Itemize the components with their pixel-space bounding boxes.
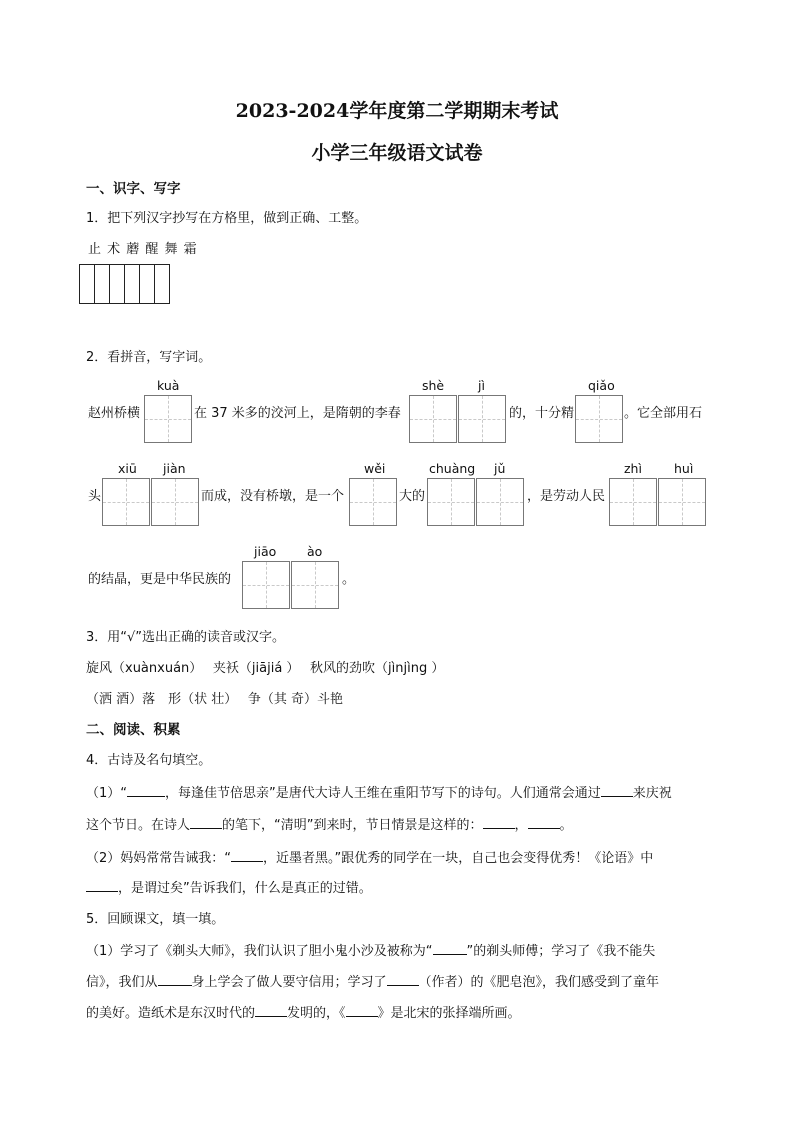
pinyin: huì	[674, 461, 694, 476]
q2-text: 头	[88, 489, 102, 504]
fill-blank[interactable]	[483, 816, 515, 829]
tianzi-box[interactable]	[144, 395, 192, 443]
tianzi-box[interactable]	[658, 478, 706, 526]
fill-blank[interactable]	[127, 784, 165, 797]
q1-chars: 止 术 蘑 醒 舞 霜	[88, 242, 198, 257]
q5-p1-line1: （1）学习了《剃头大师》，我们认识了胆小鬼小沙及被称为“ ”的剃头师傅；学习了《我不能失	[86, 944, 656, 959]
fill-blank[interactable]	[528, 816, 560, 829]
q2-stem: 2．看拼音，写字词。	[86, 350, 212, 365]
pinyin: jǔ	[494, 461, 506, 476]
section-heading-2: 二、阅读、积累	[86, 722, 181, 738]
pinyin: shè	[422, 378, 445, 393]
tianzi-box[interactable]	[575, 395, 623, 443]
tianzi-box[interactable]	[458, 395, 506, 443]
pinyin: zhì	[624, 461, 642, 476]
exam-subtitle: 小学三年级语文试卷	[311, 142, 483, 164]
fill-blank[interactable]	[433, 942, 467, 955]
tianzi-box[interactable]	[102, 478, 150, 526]
pinyin: ào	[307, 544, 323, 559]
q4-p1-line2: 这个节日。在诗人 的笔下，“清明”到来时，节日情景是这样的： ， 。	[86, 818, 573, 833]
tianzi-box[interactable]	[242, 561, 290, 609]
pinyin: jiàn	[163, 461, 186, 476]
q2-text: 。它全部用石	[624, 406, 703, 421]
q2-text: 大的	[399, 489, 426, 504]
tianzi-box[interactable]	[291, 561, 339, 609]
tianzi-box[interactable]	[427, 478, 475, 526]
q2-text: 的，十分精	[509, 406, 575, 421]
copy-cell[interactable]	[124, 264, 140, 304]
pinyin: wěi	[364, 461, 386, 476]
copy-cell[interactable]	[109, 264, 125, 304]
fill-blank[interactable]	[231, 849, 263, 862]
q2-text: ，是劳动人民	[527, 489, 606, 504]
q5-stem: 5．回顾课文，填一填。	[86, 912, 225, 927]
fill-blank[interactable]	[158, 973, 192, 986]
q2-text: 在 37 米多的洨河上，是隋朝的李春	[194, 406, 401, 421]
section-heading-1: 一、识字、写字	[86, 181, 181, 197]
pinyin: jì	[478, 378, 485, 393]
fill-blank[interactable]	[601, 784, 633, 797]
q5-p1-line3: 的美好。造纸术是东汉时代的 发明的，《 》是北宋的张择端所画。	[86, 1006, 521, 1021]
pinyin: xiū	[118, 461, 137, 476]
q4-stem: 4．古诗及名句填空。	[86, 753, 212, 768]
tianzi-box[interactable]	[349, 478, 397, 526]
fill-blank[interactable]	[190, 816, 222, 829]
q2-text: 的结晶，更是中华民族的	[88, 572, 232, 587]
q2-text: 。	[342, 572, 356, 587]
copy-grid[interactable]	[79, 264, 170, 304]
q4-p2-line2: ，是谓过矣”告诉我们，什么是真正的过错。	[86, 877, 372, 896]
tianzi-box[interactable]	[409, 395, 457, 443]
tianzi-box[interactable]	[151, 478, 199, 526]
copy-cell[interactable]	[94, 264, 110, 304]
fill-blank[interactable]	[387, 973, 419, 986]
tianzi-box[interactable]	[476, 478, 524, 526]
q3-stem: 3．用“√”选出正确的读音或汉字。	[86, 630, 286, 645]
q4-p2-line1: （2）妈妈常常告诫我：“ ，近墨者黑。”跟优秀的同学在一块，自己也会变得优秀！《论语》中	[86, 851, 654, 866]
q3-row2: （洒 酒）落 形（状 壮） 争（其 奇）斗艳	[86, 692, 344, 707]
copy-cell[interactable]	[79, 264, 95, 304]
q4-p1-line1: （1）“ ，每逢佳节倍思亲”是唐代大诗人王维在重阳节写下的诗句。人们通常会通过 来庆祝	[86, 786, 672, 801]
pinyin: kuà	[157, 378, 180, 393]
pinyin: chuàng	[429, 461, 476, 476]
fill-blank[interactable]	[255, 1004, 287, 1017]
copy-cell[interactable]	[139, 264, 155, 304]
q5-p1-line2: 信》，我们从 身上学会了做人要守信用；学习了 （作者）的《肥皂泡》，我们感受到了童年	[86, 975, 660, 990]
pinyin: qiǎo	[588, 378, 615, 393]
tianzi-box[interactable]	[609, 478, 657, 526]
copy-cell[interactable]	[154, 264, 170, 304]
q3-row1: 旋风（xuànxuán） 夹袄（jiājiá ） 秋风的劲吹（jìnjìng ）	[86, 661, 445, 676]
q2-text: 而成，没有桥墩，是一个	[201, 489, 345, 504]
exam-title: 2023-2024学年度第二学期期末考试	[235, 100, 559, 122]
fill-blank[interactable]	[346, 1004, 378, 1017]
q1-stem: 1．把下列汉字抄写在方格里，做到正确、工整。	[86, 211, 368, 226]
pinyin: jiāo	[254, 544, 277, 559]
fill-blank[interactable]	[86, 879, 118, 892]
q2-text: 赵州桥横	[88, 406, 141, 421]
